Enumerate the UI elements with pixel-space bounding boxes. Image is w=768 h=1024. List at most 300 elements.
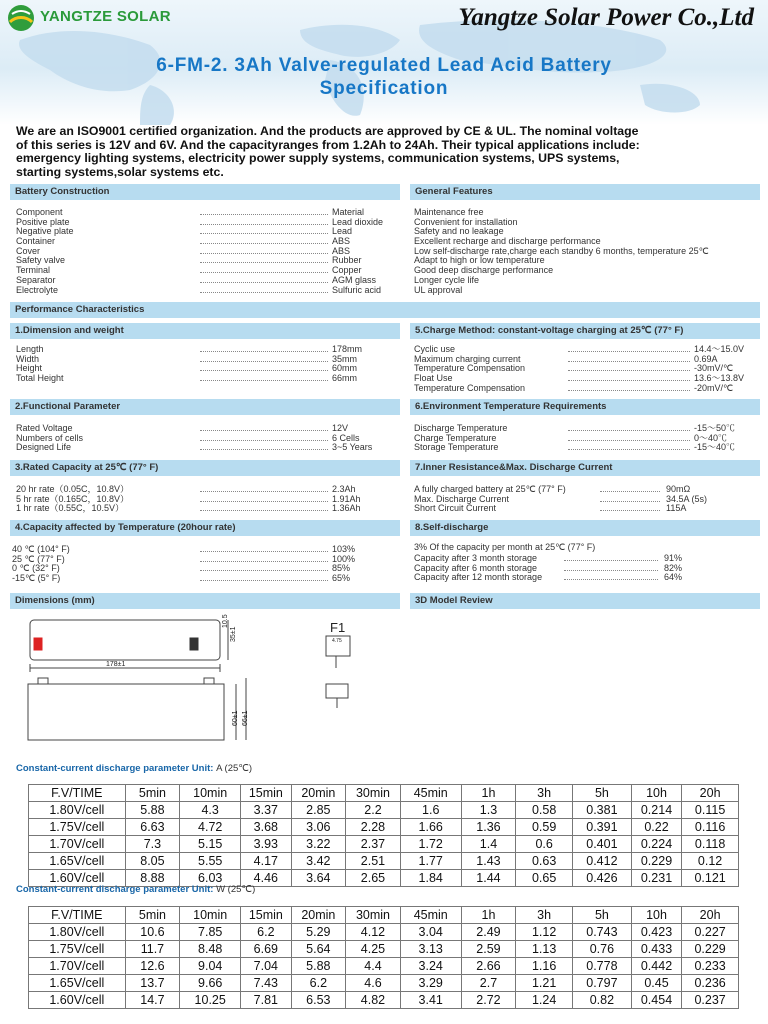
spec-label: Cyclic use [414,344,456,354]
table-row [29,853,739,870]
value-cell: 9.04 [180,958,241,975]
spec-value: 82% [664,562,683,573]
spec-value: 35mm [332,353,358,364]
value-cell: 5.29 [291,924,346,941]
value-cell: 0.45 [631,975,681,992]
dotted-leader [200,282,328,283]
table-row [29,836,739,853]
value-cell: 5min [125,907,180,924]
table-a-unit: A (25℃) [216,763,253,774]
value-cell: 0.426 [572,870,631,887]
spec-value: AGM glass [332,274,377,285]
dotted-leader [200,224,328,225]
row-label-cell: 1.60V/cell [29,870,126,887]
company-name: Yangtze Solar Power Co.,Ltd [458,4,754,31]
spec-value: 1.91Ah [332,493,361,504]
section-battery-construction: Battery Construction [10,184,400,200]
dotted-leader [200,501,328,502]
spec-value: -20mV/℃ [694,382,734,393]
dotted-leader [200,351,328,352]
value-cell: 1.12 [516,924,573,941]
section-functional: 2.Functional Parameter [10,399,400,415]
dotted-leader [200,440,328,441]
row-label-cell: 1.60V/cell [29,992,126,1009]
row-label-cell: 1.75V/cell [29,941,126,958]
value-cell: 3.42 [291,853,346,870]
dotted-leader [568,430,690,431]
row-label-cell: 1.70V/cell [29,958,126,975]
value-cell: 5h [572,785,631,802]
value-cell: 1.44 [461,870,516,887]
value-cell: 0.236 [682,975,739,992]
table-header-row [29,785,739,802]
value-cell: 3.68 [241,819,291,836]
resistance-table [410,485,765,514]
row-label-cell: 1.80V/cell [29,924,126,941]
row-label-cell: 1.65V/cell [29,975,126,992]
page-header [0,0,768,125]
dim-total-height-label: 66±1 [242,710,249,726]
table-a-caption [16,763,252,774]
environment-table [410,424,765,453]
spec-label: Rated Voltage [16,423,73,433]
value-cell: 0.391 [572,819,631,836]
value-cell: 0.233 [682,958,739,975]
table-row [29,802,739,819]
value-cell: 0.423 [631,924,681,941]
value-cell: 15min [241,785,291,802]
value-cell: 2.37 [346,836,401,853]
feature-text: Safety and no leakage [414,226,504,237]
value-cell: 5.88 [125,802,180,819]
value-cell: 1.24 [516,992,573,1009]
spec-label: Maximum charging current [414,353,521,364]
value-cell: 11.7 [125,941,180,958]
value-cell: 0.229 [682,941,739,958]
value-cell: 4.25 [346,941,401,958]
feature-item [414,286,764,296]
spec-row [10,443,405,453]
spec-label: Component [16,207,63,217]
value-cell: 1h [461,907,516,924]
section-dimension: 1.Dimension and weight [10,323,400,339]
self-discharge-table [410,554,765,583]
table-a-caption-text: Constant-current discharge parameter Unit: [16,763,214,774]
spec-value: Copper [332,265,362,276]
dotted-leader [564,560,658,561]
spec-label: Float Use [414,373,453,384]
value-cell: 4.3 [180,802,241,819]
feature-item [414,276,764,286]
spec-label: Terminal [16,265,51,276]
spec-row [10,286,405,296]
charge-table [410,345,765,393]
value-cell: 0.63 [516,853,573,870]
value-cell: 30min [346,785,401,802]
value-cell: 2.85 [291,802,346,819]
value-cell: 4.4 [346,958,401,975]
dim-length-label: 178±1 [106,661,126,668]
spec-label: Temperature Compensation [414,382,526,393]
value-cell: 2.51 [346,853,401,870]
spec-label: Separator [16,274,56,285]
value-cell: 7.3 [125,836,180,853]
spec-value: 0～40℃ [694,432,728,443]
spec-value: 91% [664,553,683,563]
battery-side-view [28,684,224,740]
value-cell: 0.442 [631,958,681,975]
spec-label: Short Circuit Current [414,503,497,514]
value-cell: 3.04 [400,924,461,941]
dim-width-label: 35±1 [230,626,237,642]
value-cell: 1.21 [516,975,573,992]
value-cell: 1.43 [461,853,516,870]
spec-value: 34.5A (5s) [666,493,708,504]
dotted-leader [600,510,660,511]
value-cell: 4.6 [346,975,401,992]
spec-row [410,443,765,453]
spec-value: -30mV/℃ [694,363,734,374]
value-cell: 0.118 [682,836,739,853]
value-cell: 20min [291,907,346,924]
value-cell: 1.84 [400,870,461,887]
value-cell: 0.65 [516,870,573,887]
value-cell: 0.381 [572,802,631,819]
spec-label: Height [16,363,43,374]
value-cell: 0.59 [516,819,573,836]
spec-value: 103% [332,544,356,554]
value-cell: 8.05 [125,853,180,870]
dotted-leader [200,243,328,244]
title-line-2: Specification [319,78,449,99]
spec-label: 25 ℃ (77° F) [12,553,65,564]
value-cell: 0.12 [682,853,739,870]
value-cell: 1h [461,785,516,802]
section-self-discharge: 8.Self-discharge [410,520,760,536]
value-cell: 3.64 [291,870,346,887]
spec-label: Capacity after 3 month storage [414,553,538,563]
dotted-leader [200,272,328,273]
dim-height-label: 60±1 [232,710,239,726]
value-cell: 0.6 [516,836,573,853]
value-cell: 13.7 [125,975,180,992]
value-cell: 1.72 [400,836,461,853]
value-cell: 0.227 [682,924,739,941]
row-label-cell: 1.75V/cell [29,819,126,836]
table-w-caption-text: Constant-current discharge parameter Unit: [16,884,214,895]
dotted-leader [200,430,328,431]
value-cell: 0.82 [572,992,631,1009]
value-cell: 10.25 [180,992,241,1009]
spec-value: 66mm [332,373,358,384]
feature-text: Low self-discharge rate,charge each standby 6 months, temperature 25℃ [414,245,709,256]
value-cell: 8.48 [180,941,241,958]
construction-table [10,208,405,295]
spec-row [410,573,765,583]
dotted-leader [200,551,328,552]
value-cell: 45min [400,785,461,802]
intro-line: We are an ISO9001 certified organization. And the products are approved by CE & UL. The nominal voltage [16,124,639,138]
dotted-leader [568,351,690,352]
value-cell: 6.03 [180,870,241,887]
spec-value: ABS [332,245,351,256]
value-cell: 4.17 [241,853,291,870]
spec-label: Positive plate [16,216,70,227]
value-cell: 8.88 [125,870,180,887]
row-label-cell: 1.70V/cell [29,836,126,853]
value-cell: 0.76 [572,941,631,958]
spec-value: Material [332,207,365,217]
terminal-dim-label: 4.75 [332,638,342,644]
value-cell: 0.433 [631,941,681,958]
spec-value: 90mΩ [666,484,691,494]
value-cell: 2.72 [461,992,516,1009]
spec-value: Rubber [332,255,362,266]
table-w-unit: W (25℃) [216,884,256,895]
spec-label: Negative plate [16,226,74,237]
section-temperature-capacity: 4.Capacity affected by Temperature (20hour rate) [10,520,400,536]
spec-label: Capacity after 6 month storage [414,562,538,573]
table-header-row [29,907,739,924]
spec-value: 65% [332,573,351,584]
spec-value: 6 Cells [332,432,360,443]
row-label-cell: 1.65V/cell [29,853,126,870]
spec-label: Storage Temperature [414,442,499,453]
spec-value: Lead [332,226,353,237]
value-cell: 6.2 [291,975,346,992]
table-row [29,958,739,975]
rated-table [10,485,405,514]
value-cell: 1.13 [516,941,573,958]
value-cell: 1.77 [400,853,461,870]
spec-value: 115A [666,503,687,514]
table-row [29,924,739,941]
terminal-label: F1 [330,620,346,635]
value-cell: 1.6 [400,802,461,819]
value-cell: 1.16 [516,958,573,975]
dotted-leader [200,262,328,263]
spec-row [10,374,405,384]
spec-row [410,504,765,514]
spec-label: Safety valve [16,255,66,266]
value-cell: 3.06 [291,819,346,836]
section-charge-method: 5.Charge Method: constant-voltage charging at 25℃ (77° F) [410,323,760,339]
section-inner-resistance: 7.Inner Resistance&Max. Discharge Current [410,460,760,476]
spec-label: 1 hr rate（0.55C，10.5V） [16,503,125,514]
value-cell: 2.28 [346,819,401,836]
value-cell: 10h [631,785,681,802]
value-cell: 30min [346,907,401,924]
value-cell: 0.224 [631,836,681,853]
value-cell: 5min [125,785,180,802]
dotted-leader [200,380,328,381]
value-cell: 6.53 [291,992,346,1009]
intro-line: emergency lighting systems, electricity power supply systems, communication systems, UPS systems, [16,151,620,166]
value-cell: 0.412 [572,853,631,870]
dotted-leader [564,579,658,580]
value-cell: 6.63 [125,819,180,836]
table-row [29,819,739,836]
dotted-leader [200,449,328,450]
value-cell: 3h [516,785,573,802]
dotted-leader [200,233,328,234]
table-row [29,992,739,1009]
value-cell: 4.82 [346,992,401,1009]
value-cell: 12.6 [125,958,180,975]
value-cell: 10h [631,907,681,924]
spec-row [410,384,765,394]
value-cell: 0.115 [682,802,739,819]
table-row [29,941,739,958]
dotted-leader [568,449,690,450]
section-dimensions-drawing: Dimensions (mm) [10,593,400,609]
features-list [414,208,764,295]
spec-label: Max. Discharge Current [414,493,510,504]
value-cell: 3.13 [400,941,461,958]
spec-label: Numbers of cells [16,432,84,443]
value-cell: 0.401 [572,836,631,853]
spec-label: Temperature Compensation [414,363,526,374]
value-cell: 0.797 [572,975,631,992]
dotted-leader [200,253,328,254]
spec-label: 20 hr rate（0.05C，10.8V） [16,484,130,494]
value-cell: 5h [572,907,631,924]
spec-value: 0.69A [694,353,718,364]
intro-line: of this series is 12V and 6V. And the capacityranges from 1.2Ah to 24Ah. Their typical applications include: [16,137,640,152]
section-rated-capacity: 3.Rated Capacity at 25℃ (77° F) [10,460,400,476]
dim-width-small-label: 10.5 [222,614,229,628]
dotted-leader [200,570,328,571]
value-cell: 5.55 [180,853,241,870]
spec-label: Cover [16,245,41,256]
value-cell: 7.04 [241,958,291,975]
dotted-leader [568,370,690,371]
intro-line: starting systems,solar systems etc. [16,164,224,179]
dotted-leader [200,292,328,293]
dotted-leader [568,440,690,441]
sun-logo-icon [4,2,38,34]
value-cell: 3.29 [400,975,461,992]
spec-value: 1.36Ah [332,503,361,514]
dotted-leader [568,380,690,381]
spec-label: Total Height [16,373,64,384]
value-cell: 6.69 [241,941,291,958]
spec-label: Designed Life [16,442,72,453]
spec-label: 0 ℃ (32° F) [12,563,60,574]
title-line-1: 6-FM-2. 3Ah Valve-regulated Lead Acid Battery [156,55,612,76]
spec-value: 64% [664,572,683,583]
row-label-cell: F.V/TIME [29,785,126,802]
spec-label: Capacity after 12 month storage [414,572,543,583]
value-cell: 45min [400,907,461,924]
value-cell: 4.46 [241,870,291,887]
spec-value: 14.4～15.0V [694,344,745,354]
value-cell: 10min [180,785,241,802]
spec-value: Lead dioxide [332,216,384,227]
self-discharge-intro: 3% Of the capacity per month at 25℃ (77° F) [414,542,596,552]
dotted-leader [600,501,660,502]
value-cell: 2.49 [461,924,516,941]
logo-text: YANGTZE SOLAR [40,8,171,25]
dotted-leader [568,390,690,391]
value-cell: 3.24 [400,958,461,975]
row-label-cell: F.V/TIME [29,907,126,924]
value-cell: 6.2 [241,924,291,941]
feature-text: Excellent recharge and discharge performance [414,236,601,247]
value-cell: 20h [682,907,739,924]
dotted-leader [200,510,328,511]
value-cell: 14.7 [125,992,180,1009]
value-cell: 2.2 [346,802,401,819]
feature-text: Good deep discharge performance [414,265,554,276]
value-cell: 2.7 [461,975,516,992]
value-cell: 3.22 [291,836,346,853]
value-cell: 0.778 [572,958,631,975]
spec-label: Length [16,344,44,354]
feature-text: Convenient for installation [414,216,518,227]
value-cell: 15min [241,907,291,924]
spec-value: 2.3Ah [332,484,356,494]
value-cell: 20min [291,785,346,802]
table-row [29,975,739,992]
discharge-power-table [28,906,739,1009]
spec-label: Charge Temperature [414,432,497,443]
value-cell: 0.121 [682,870,739,887]
value-cell: 3.93 [241,836,291,853]
dotted-leader [200,370,328,371]
value-cell: 0.214 [631,802,681,819]
spec-value: 178mm [332,344,363,354]
spec-value: 85% [332,563,351,574]
spec-label: 5 hr rate（0.165C，10.8V） [16,493,130,504]
spec-label: Container [16,236,56,247]
spec-label: 40 ℃ (104° F) [12,544,70,554]
spec-value: 100% [332,553,356,564]
value-cell: 7.81 [241,992,291,1009]
spec-value: 12V [332,423,349,433]
value-cell: 3.41 [400,992,461,1009]
value-cell: 4.72 [180,819,241,836]
functional-table [10,424,405,453]
value-cell: 1.3 [461,802,516,819]
section-performance: Performance Characteristics [10,302,760,318]
feature-text: Maintenance free [414,207,484,217]
spec-value: Sulfuric acid [332,284,382,295]
value-cell: 0.743 [572,924,631,941]
intro-paragraph [16,125,758,179]
page-title [0,54,768,100]
dotted-leader [568,361,690,362]
value-cell: 5.15 [180,836,241,853]
value-cell: 9.66 [180,975,241,992]
section-environment: 6.Environment Temperature Requirements [410,399,760,415]
value-cell: 0.58 [516,802,573,819]
table-w-caption [16,884,255,895]
spec-label: Electrolyte [16,284,59,295]
value-cell: 1.36 [461,819,516,836]
feature-text: Longer cycle life [414,274,480,285]
value-cell: 2.59 [461,941,516,958]
feature-text: UL approval [414,284,463,295]
spec-value: 13.6～13.8V [694,373,745,384]
value-cell: 0.454 [631,992,681,1009]
value-cell: 0.116 [682,819,739,836]
value-cell: 0.231 [631,870,681,887]
value-cell: 1.66 [400,819,461,836]
spec-row [10,574,405,584]
value-cell: 4.12 [346,924,401,941]
value-cell: 0.22 [631,819,681,836]
